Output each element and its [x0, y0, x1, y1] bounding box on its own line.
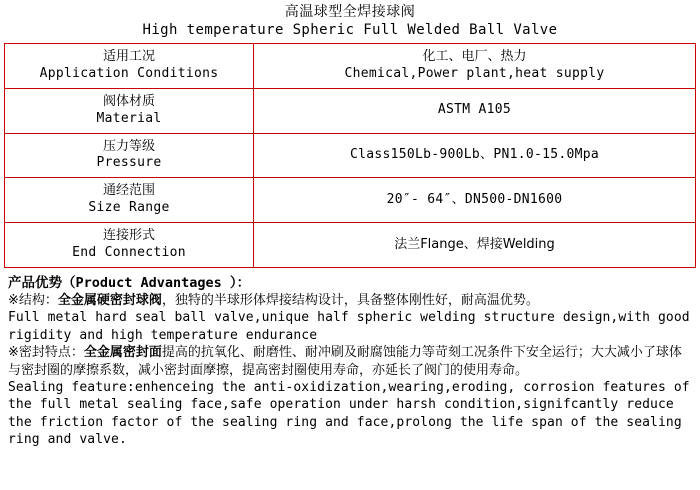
- table-row: [5, 133, 696, 178]
- table-row: [5, 223, 696, 268]
- row-value-material: [254, 88, 696, 133]
- advantages-heading-cn: 产品优势: [8, 274, 62, 291]
- label-cn: 压力等级: [102, 138, 155, 154]
- value-en: 20″- 64″、DN500-DN1600: [386, 191, 563, 207]
- row-value-application-conditions: [254, 44, 696, 89]
- row-label-size-range: [5, 178, 254, 223]
- label-cn: 通经范围: [102, 183, 155, 199]
- product-advantages-section: [4, 268, 696, 448]
- sealing-rest: 提高的抗氧化、耐磨性、耐冲刷及耐腐蚀能力等苛刻工况条件下安全运行；大大减小了球体与密封圈的摩擦系数，减小密封面摩擦，提高密封圈使用寿命，亦延长了阀门的使用寿命。: [8, 345, 682, 378]
- sealing-bold: 全金属密封面: [83, 345, 162, 361]
- value-en: Chemical,Power plant,heat supply: [344, 65, 605, 81]
- value-cn: 法兰Flange、焊接Welding: [394, 236, 555, 252]
- advantages-heading-en: （Product Advantages ）：: [62, 274, 251, 291]
- sealing-prefix: ※密封特点：: [8, 345, 84, 361]
- row-value-pressure: [254, 133, 696, 178]
- sealing-paragraph-en: Sealing feature:enhenceing the anti-oxidization,wearing,eroding, corrosion features of the full metal sealing face,safe operation under harsh condition,signifcantly reduce the friction factor of the sealing ring and face,prolong the life span of the sealing ring and valve.: [8, 380, 690, 447]
- table-row: [5, 178, 696, 223]
- label-cn: 适用工况: [102, 49, 155, 64]
- advantages-heading: [8, 271, 694, 291]
- label-cn: 阀体材质: [102, 93, 155, 109]
- value-en: ASTM A105: [437, 102, 512, 118]
- page-title-cn: 高温球型全焊接球阀: [284, 4, 416, 20]
- row-label-material: [5, 88, 254, 133]
- page-title: [0, 0, 700, 39]
- structure-paragraph-en: Full metal hard seal ball valve,unique half spheric welding structure design,with good rigidity and high temperature endurance: [8, 310, 690, 343]
- row-value-end-connection: [254, 223, 696, 268]
- structure-prefix: ※结构：: [8, 292, 58, 308]
- row-value-size-range: [254, 178, 696, 223]
- label-en: Application Conditions: [39, 65, 219, 81]
- label-en: Pressure: [96, 155, 162, 171]
- table-row: [5, 88, 696, 133]
- page-title-en: High temperature Spheric Full Welded Ball Valve: [142, 21, 558, 38]
- label-cn: 连接形式: [102, 228, 155, 244]
- sealing-paragraph-cn: [8, 344, 694, 379]
- structure-bold: 全金属硬密封球阀: [57, 292, 162, 308]
- row-label-pressure: [5, 133, 254, 178]
- label-en: End Connection: [72, 245, 186, 261]
- structure-rest: ，独特的半球形体焊接结构设计，具备整体刚性好，耐高温优势。: [161, 292, 539, 308]
- row-label-application-conditions: [5, 44, 254, 89]
- row-label-end-connection: [5, 223, 254, 268]
- value-cn: 化工、电厂、热力: [422, 49, 527, 64]
- label-en: Material: [96, 110, 162, 126]
- structure-paragraph-cn: [8, 292, 694, 310]
- table-row: [5, 44, 696, 89]
- specification-table: [4, 43, 696, 268]
- value-en: Class150Lb-900Lb、PN1.0-15.0Mpa: [350, 147, 599, 162]
- label-en: Size Range: [88, 200, 170, 216]
